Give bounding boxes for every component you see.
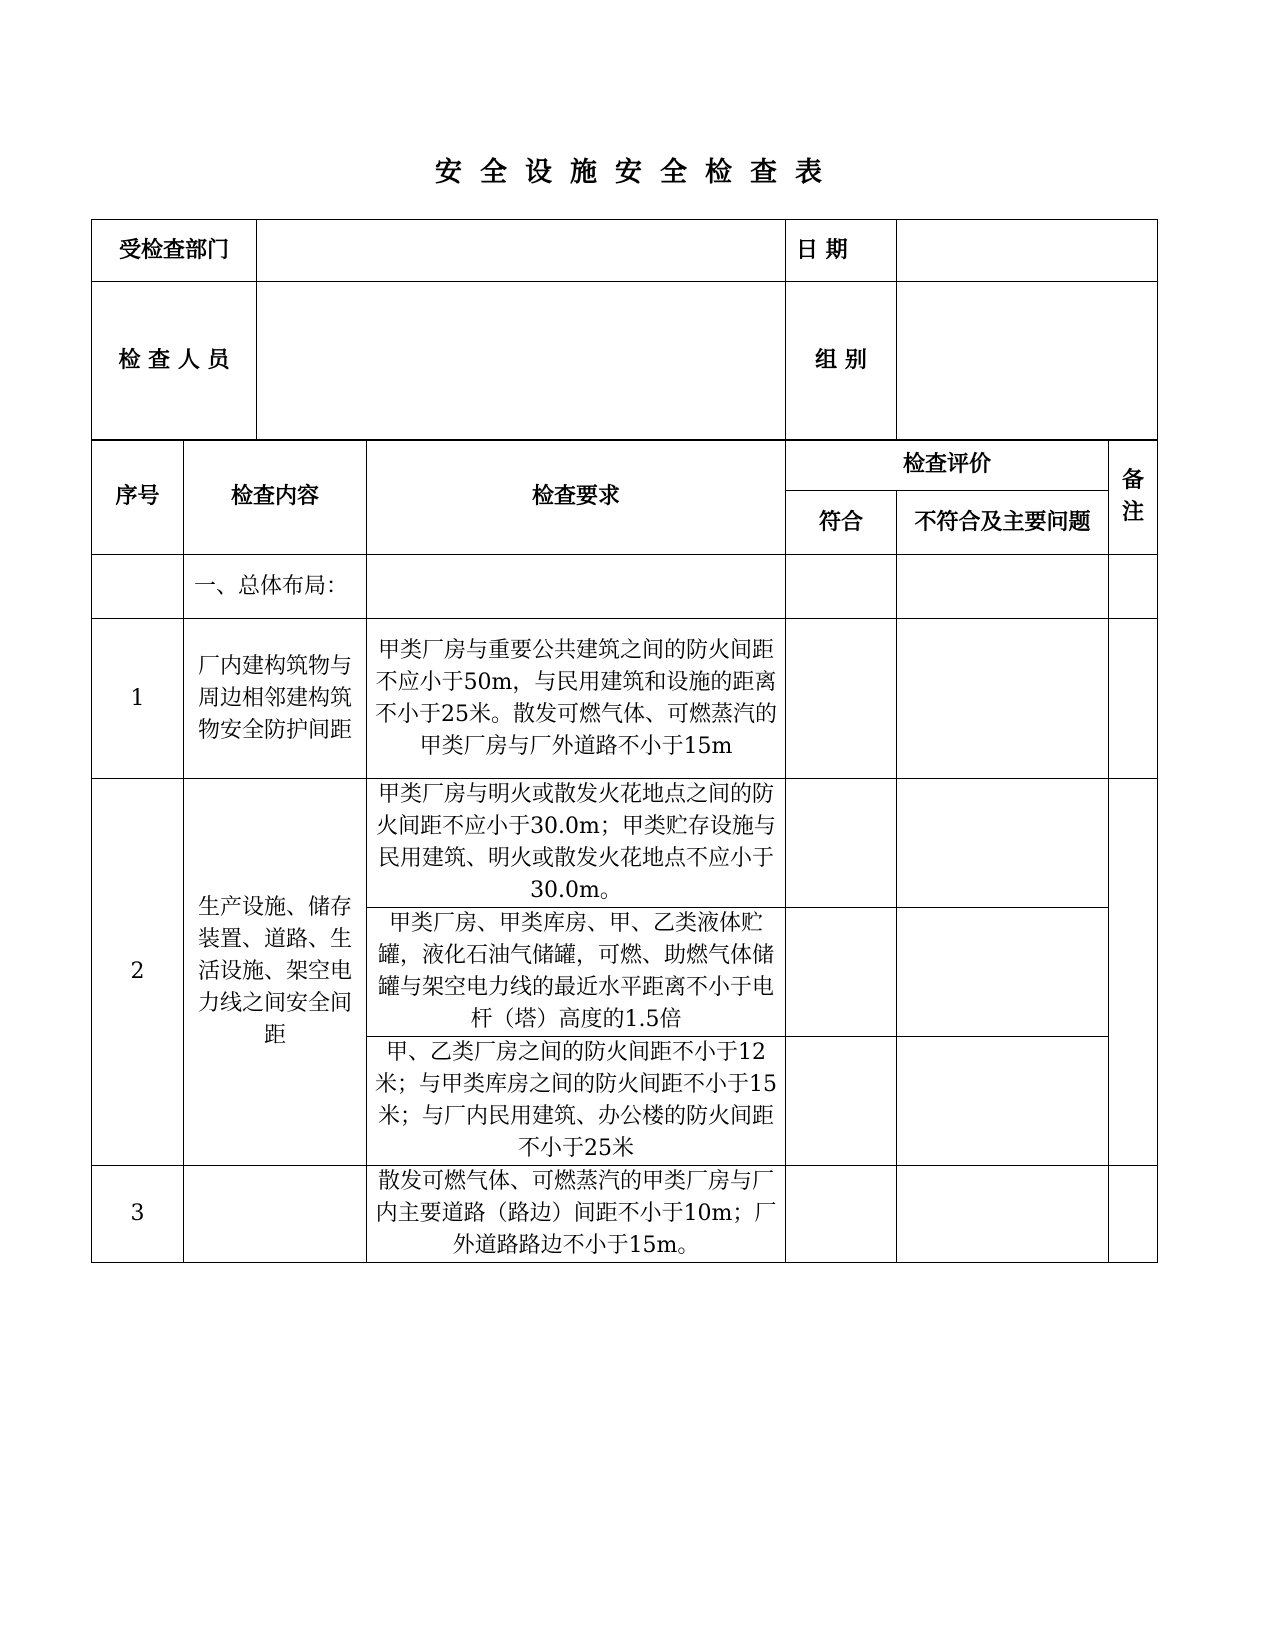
- row-seq: 3: [92, 1166, 184, 1263]
- conform-cell[interactable]: [786, 1166, 897, 1263]
- date-field[interactable]: [897, 220, 1158, 282]
- table-row: [92, 779, 1158, 908]
- row-requirement: 甲类厂房与明火或散发火花地点之间的防火间距不应小于30.0m；甲类贮存设施与民用建筑、明火或散发火花地点不应小于 30.0m。: [367, 779, 786, 908]
- table-row: [92, 619, 1158, 779]
- info-table: [91, 219, 1158, 441]
- col-requirement-header: 检查要求: [367, 440, 786, 555]
- inspector-field[interactable]: [257, 282, 786, 441]
- nonconform-cell[interactable]: [897, 1166, 1109, 1263]
- conform-cell[interactable]: [786, 619, 897, 779]
- section-nonconform-cell[interactable]: [897, 555, 1109, 619]
- dept-field[interactable]: [257, 220, 786, 282]
- conform-cell[interactable]: [786, 908, 897, 1037]
- dept-label: 受检查部门: [92, 220, 257, 282]
- nonconform-cell[interactable]: [897, 619, 1109, 779]
- col-evaluation-header: 检查评价: [786, 440, 1109, 491]
- nonconform-cell[interactable]: [897, 908, 1109, 1037]
- nonconform-cell[interactable]: [897, 779, 1109, 908]
- group-label: 组 别: [786, 282, 897, 441]
- remark-cell[interactable]: [1109, 779, 1158, 1166]
- col-conform-header: 符合: [786, 491, 897, 555]
- group-field[interactable]: [897, 282, 1158, 441]
- remark-cell[interactable]: [1109, 1166, 1158, 1263]
- row-content: 厂内建构筑物与周边相邻建构筑物安全防护间距: [184, 619, 367, 779]
- section-title: 一、总体布局：: [184, 555, 367, 619]
- section-conform-cell[interactable]: [786, 555, 897, 619]
- page-title: 安全设施安全检查表: [435, 157, 840, 188]
- row-requirement: 散发可燃气体、可燃蒸汽的甲类厂房与厂内主要道路（路边）间距不小于10m；厂外道路路边不小于15m。: [367, 1166, 786, 1263]
- row-seq: 1: [92, 619, 184, 779]
- col-remark-header: 备注: [1109, 440, 1158, 555]
- section-seq-cell: [92, 555, 184, 619]
- checklist-table: [91, 439, 1158, 1263]
- date-label: 日 期: [786, 220, 897, 282]
- conform-cell[interactable]: [786, 779, 897, 908]
- table-row: [92, 1166, 1158, 1263]
- remark-cell[interactable]: [1109, 619, 1158, 779]
- section-remark-cell[interactable]: [1109, 555, 1158, 619]
- row-requirement: 甲、乙类厂房之间的防火间距不小于12米；与甲类库房之间的防火间距不小于15米；与厂内民用建筑、办公楼的防火间距不小于25米: [367, 1037, 786, 1166]
- col-content-header: 检查内容: [184, 440, 367, 555]
- col-nonconform-header: 不符合及主要问题: [897, 491, 1109, 555]
- row-content: 生产设施、储存装置、道路、生活设施、架空电力线之间安全间距: [184, 779, 367, 1166]
- conform-cell[interactable]: [786, 1037, 897, 1166]
- row-seq: 2: [92, 779, 184, 1166]
- row-content: [184, 1166, 367, 1263]
- section-requirement-cell: [367, 555, 786, 619]
- nonconform-cell[interactable]: [897, 1037, 1109, 1166]
- col-seq-header: 序号: [92, 440, 184, 555]
- inspector-label: 检 查 人 员: [92, 282, 257, 441]
- row-requirement: 甲类厂房与重要公共建筑之间的防火间距不应小于50m，与民用建筑和设施的距离不小于25米。散发可燃气体、可燃蒸汽的甲类厂房与厂外道路不小于15m: [367, 619, 786, 779]
- row-requirement: 甲类厂房、甲类库房、甲、乙类液体贮罐，液化石油气储罐，可燃、助燃气体储罐与架空电力线的最近水平距离不小于电杆（塔）高度的1.5倍: [367, 908, 786, 1037]
